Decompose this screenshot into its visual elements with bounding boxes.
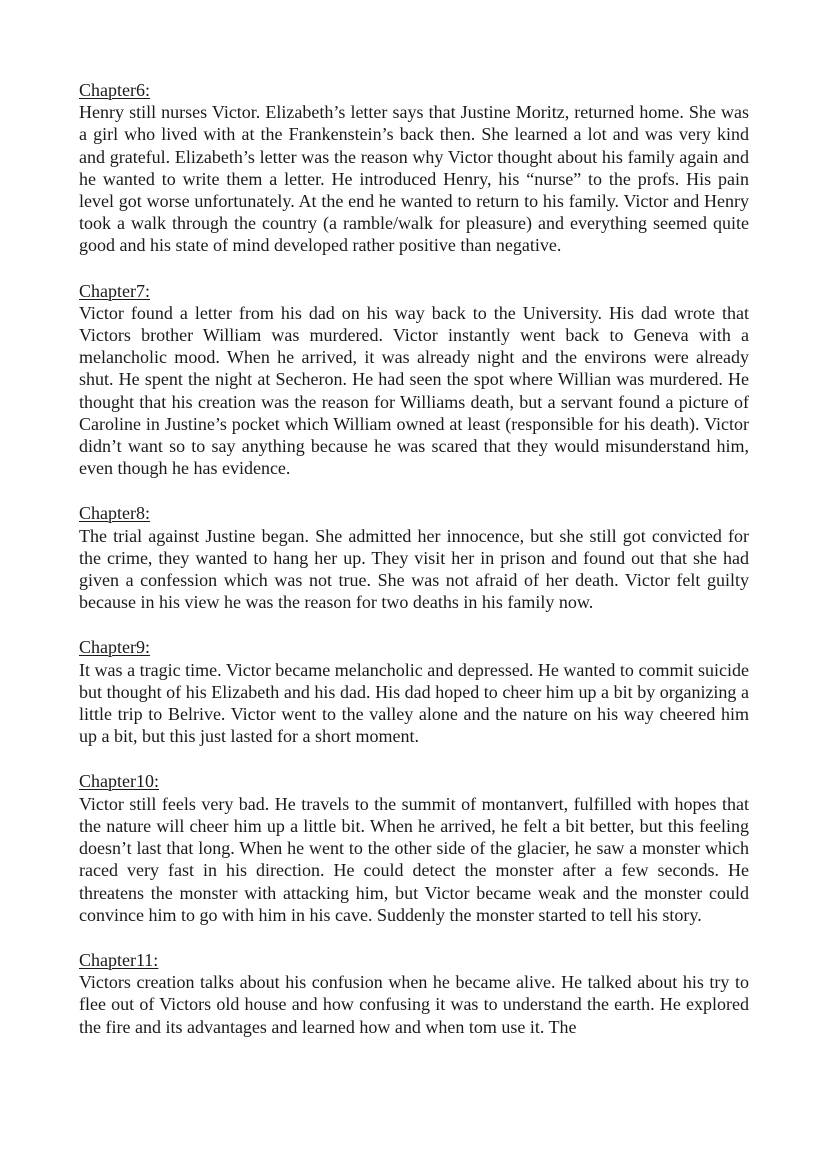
- chapter-9-section: [79, 636, 749, 747]
- chapter-11-section: [79, 949, 749, 1038]
- chapter-6-text: Henry still nurses Victor. Elizabeth’s letter says that Justine Moritz, returned home. She was a girl who lived with at the Frankenstein’s back then. She learned a lot and was very kind and grateful. Elizabeth’s letter was the reason why Victor thought about his family again and he wanted to write them a letter. He introduced Henry, his “nurse” to the profs. His pain level got worse unfortunately. At the end he wanted to return to his family. Victor and Henry took a walk through the country (a ramble/walk for pleasure) and everything seemed quite good and his state of mind developed rather positive than negative.: [79, 102, 749, 256]
- document-page: [79, 79, 749, 1061]
- chapter-9-heading: Chapter9:: [79, 637, 150, 658]
- chapter-11-heading: Chapter11:: [79, 949, 159, 970]
- chapter-7-text: Victor found a letter from his dad on his way back to the University. His dad wrote that Victors brother William was murdered. Victor instantly went back to Geneva with a melancholic mood. When he arrived, it was already night and the environs were already shut. He spent the night at Secheron. He had seen the spot where Willian was murdered. He thought that his creation was the reason for Williams death, but a servant found a picture of Caroline in Justine’s pocket which William owned at least (responsible for his death). Victor didn’t want so to say anything because he was scared that they would misunderstand him, even though he has evidence.: [79, 302, 749, 479]
- chapter-9-text: It was a tragic time. Victor became melancholic and depressed. He wanted to commit suicide but thought of his Elizabeth and his dad. His dad hoped to cheer him up a bit by organizing a little trip to Belrive. Victor went to the valley alone and the nature on his way cheered him up a bit, but this just lasted for a short moment.: [79, 659, 749, 747]
- chapter-11-text: Victors creation talks about his confusion when he became alive. He talked about his try to flee out of Victors old house and how confusing it was to understand the earth. He explored the fire and its advantages and learned how and when tom use it. The: [79, 972, 749, 1037]
- chapter-7-heading: Chapter7:: [79, 280, 150, 301]
- chapter-7-section: [79, 280, 749, 480]
- chapter-6-section: [79, 79, 749, 257]
- chapter-10-heading: Chapter10:: [79, 771, 159, 792]
- chapter-6-heading: Chapter6:: [79, 80, 150, 100]
- chapter-8-section: [79, 502, 749, 613]
- chapter-10-section: [79, 770, 749, 925]
- chapter-8-text: The trial against Justine began. She admitted her innocence, but she still got convicted for the crime, they wanted to hang her up. They visit her in prison and found out that she had given a confession which was not true. She was not afraid of her death. Victor felt guilty because in his view he was the reason for two deaths in his family now.: [79, 525, 749, 613]
- chapter-10-text: Victor still feels very bad. He travels to the summit of montanvert, fulfilled with hopes that the nature will cheer him up a little bit. When he arrived, he felt a bit better, but this feeling doesn’t last that long. When he went to the other side of the glacier, he saw a monster which raced very fast in his direction. He could detect the monster after a few seconds. He threatens the monster with attacking him, but Victor became weak and the monster could convince him to go with him in his cave. Suddenly the monster started to tell his story.: [79, 793, 749, 925]
- chapter-8-heading: Chapter8:: [79, 503, 150, 524]
